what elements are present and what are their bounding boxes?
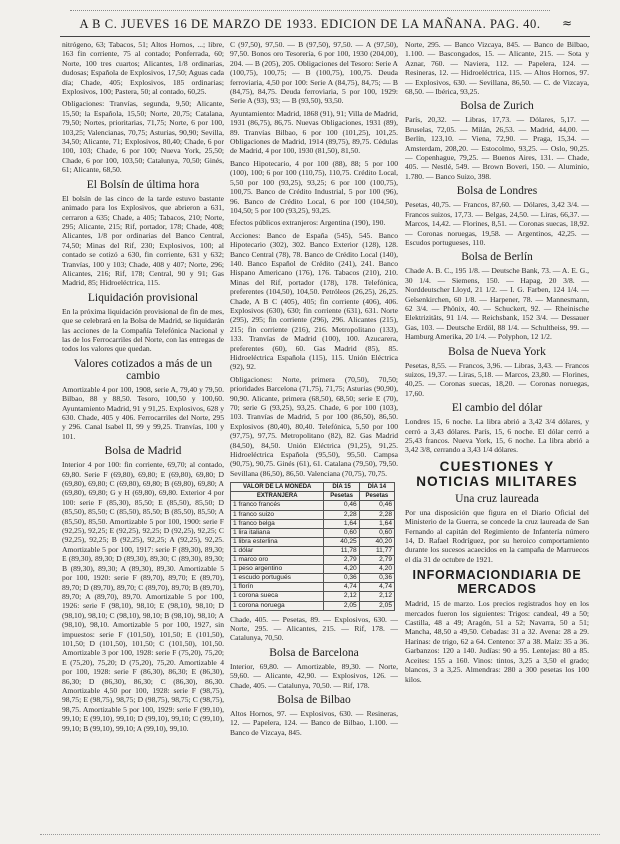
col2-paragraph: Obligaciones: Norte, primera (70,50), 70,50; prioridades Barcelona (71,75), 71,75; Asturias (90,90), 90,90. Alicante, primera (68,50), 68,50; serie E (70), 70; serie G (93,25), 93,25. Chade, 6 por 100 (103), 103. Tranvías de Madrid, 5 por 100 (86,50), 86,50. Explosivos (80,40), 80,40. Telefónica, 5,50 por 100 (97,75), 97,75. Metropolitano (82), 82. Gas Madrid (84,50), 84,50. Unión Eléctrica (91,25), 91,25. Hidroeléctrica Española (95,50), 95,50. Campsa (90,75), 90,75. Ginés (61), 61. Catalana (79,50), 79,50. Sevillana (86,50), 86,50. Valenciana (70,75), 70,75.	[230, 374, 398, 478]
currency-value-cell: 0,60	[359, 528, 394, 537]
currency-table-header: DÍA 14	[359, 483, 394, 492]
currency-name-cell: 1 florín	[231, 583, 324, 592]
section-text-bilbao: Altos Hornos, 97. — Explosivos, 630. — Resineras, 12. — Papelera, 124. — Banco de Bilbao, 1.100. — Banco de Vizcaya, 845.	[230, 709, 398, 737]
section-text-zurich: París, 20,32. — Libras, 17,73. — Dólares, 5,17. — Bruselas, 72,05. — Milán, 26,53. — Madrid, 44,00. — Berlín, 123,10. — Viena, 72,90. — Praga, 15,34. — Amsterdam, 208,20. — Estocolmo, 93,25. — Oslo, 90,25. — Copenhague, 79,25. — Buenos Aires, 131. — Chade, 405. — Nestlé, 549. — Brown Boveri, 150. — Aluminio, 1.780. — Banco Suizo, 398.	[405, 115, 589, 181]
currency-table-row	[231, 556, 395, 565]
header-rule	[60, 36, 590, 37]
col2-paragraph: Efectos públicos extranjeros: Argentina (190), 190.	[230, 218, 386, 228]
currency-value-cell: 4,74	[324, 583, 359, 592]
section-title-nueva-york: Bolsa de Nueva York	[448, 345, 546, 358]
currency-table-body	[231, 501, 395, 610]
currency-name-cell: 1 marco oro	[231, 556, 324, 565]
currency-name-cell: 1 franco suizo	[231, 510, 324, 519]
currency-table-row	[231, 501, 395, 510]
currency-table-subheader: Pesetas	[324, 492, 359, 501]
currency-value-cell: 40,25	[324, 537, 359, 546]
currency-name-cell: 1 escudo portugués	[231, 574, 324, 583]
currency-value-cell: 0,46	[324, 501, 359, 510]
section-text-bolsin: El bolsín de las cinco de la tarde estuvo bastante animado para los Explosivos, que abrieron a 631, cerraron a 635; Chade, a 405; Tabacos, 210; Norte, 295; Alicante, 215; Rif, portador, 178; Chade, 408; Alicantes, 1/8 por ordinarias del Banco Central, 74,50; Minas del Rif, 230; Explosivos, 100; al contado se cotizó a 630, fin corriente, 631 y 632; Tranvías, 100 y 103; Chade, 408 y 407; Norte, 296; Alicantes, 216; Rif, 178; Central, 90 y 91; Gas Madrid, 85; Hidroeléctrica, 115.	[62, 193, 224, 288]
section-text-nueva-york: Pesetas, 8,55. — Francos, 3,96. — Libras, 3,43. — Francos suizos, 19,37. — Liras, 5,18. — Marcos, 23,80. — Florines, 40,25. — Coronas suecas, 18,20. — Coronas noruegas, 17,60.	[405, 360, 589, 398]
currency-name-cell: 1 franco belga	[231, 519, 324, 528]
currency-value-cell: 0,36	[324, 574, 359, 583]
currency-value-cell: 1,64	[359, 519, 394, 528]
currency-value-cell: 0,46	[359, 501, 394, 510]
currency-value-cell: 0,60	[324, 528, 359, 537]
currency-table-subheader: EXTRANJERA	[231, 492, 324, 501]
column-1	[62, 40, 224, 830]
currency-name-cell: 1 dólar	[231, 546, 324, 555]
bottom-dotted-rule	[40, 834, 600, 836]
page-mark: ≈	[561, 16, 572, 30]
section-text-valores: Amortizable 4 por 100, 1908, serie A, 79,40 y 79,50. Bilbao, 88 y 88,50. Tesoro, 100,50 y 100,60. Ayuntamiento Madrid, 91 y 91,25. Explosivos, 628 y 630. Chade, 405 y 406. Ferrocarriles del Norte, 295 y 296. Canal Isabel II, 99 y 99,25. Tranvías, 100 y 101.	[62, 384, 224, 441]
currency-value-cell: 2,12	[324, 592, 359, 601]
currency-value-cell: 2,12	[359, 592, 394, 601]
currency-value-cell: 2,05	[359, 601, 394, 610]
section-text-liquidacion: En la próxima liquidación provisional de fin de mes, que se celebrará en la Bolsa de Madrid, se liquidarán las acciones de la Compañía Telefónica Nacional y las de los Ferrocarriles del Norte, con las entregas de todos los valores que quedan.	[62, 306, 224, 354]
column-2	[230, 40, 398, 830]
currency-table	[230, 482, 395, 610]
col1-paragraph: Obligaciones: Tranvías, segunda, 9,50; Alicante, 15,50; la Española, 15,50; Norte, 20,75; Catalana, 79,50; Nortes, prioritarias, 71,75; Norte, 6 por 100, 103,25; Valencianas, 70,75; Asturias, 90,90; Sevilla, 34,50; Alicante, 71; Explosivos, 80,40; Chade, 6 por 100, 103; Chade, 6 por 100; Nueva York, 25,50; Chade, 6 por 100, 103,50; Catalunya, 70,50; Ginés, 61; Alicante, 68,50.	[62, 99, 224, 175]
currency-value-cell: 40,20	[359, 537, 394, 546]
currency-value-cell: 4,20	[324, 565, 359, 574]
currency-name-cell: 1 lira italiana	[231, 528, 324, 537]
currency-value-cell: 11,78	[324, 546, 359, 555]
section-title-berlin: Bolsa de Berlín	[461, 251, 533, 264]
currency-table-row	[231, 510, 395, 519]
col1-paragraph: nitrógeno, 63; Tabacos, 51; Altos Hornos, ...; libre, 163 fin corriente, 75 al contado; Ponferrada, 60; Norte, 100 tres cuartos; Alicantes, 1/8 ordinarias, dudosas; Española de Explosivos, 17,50; Aguas cada día; Chade, 405; Explosivos, 185 ordinarias; Explosivos, 100; Pastera, 50; al contado, 60,25.	[62, 40, 224, 97]
section-title-barcelona: Bolsa de Barcelona	[269, 646, 359, 659]
section-text-bolsa-madrid: Interior 4 por 100: fin corriente, 69,70; al contado, 69,80. Serie F (69,80), 69,80; E (69,80), 69,80; D (69,80), 69,80; C (69,80), 69,80; B (69,80), 69,80; A (69,80), 69,80; G y H (69,80), 69,80. Exterior 4 por 100: serie F (85,30), 85,50; E (85,50), 85,50; D (85,50), 85,50; C (85,50), 85,50; B (85,50), 85,50; A (85,50), 85,50. Amortizable 5 por 100, 1900: serie F (92,25), 92,25; E (92,25), 92,25; D (92,25), 92,25; C (92,25), 92,25; B (92,25), 92,25; A (92,25), 92,25. Amortizable 5 por 100, 1917: serie F (89,30), 89,30; E (89,30), 89,30; D (89,30), 89,30; C (89,30), 89,30; B (89,30), 89,30; A (89,30), 89,30. Amortizable 5 por 100, 1920: serie F (89,70), 89,70; E (89,70), 89,70; D (89,70), 89,70; C (89,70), 89,70; B (89,70), 89,70; A (89,70), 89,70. Amortizable 5 por 100, 1926: serie F (98,10), 98,10; E (98,10), 98,10; D (98,10), 98,10; C (98,10), 98,10; B (98,10), 98,10; A (98,10), 98,10. Amortizable 5 por 100, 1927, sin impuestos: serie F (101,50), 101,50; E (101,50), 101,50; D (101,50), 101,50; C (101,50), 101,50. Amortizable 3 por 100, 1928: serie F (75,20), 75,20; E (75,20), 75,20; D (75,20), 75,20. Amortizable 4 por 100, 1928: serie F (86,30), 86,30; E (86,30), 86,30; D (86,30), 86,30; C (86,30), 86,30. Amortizable 4,50 por 100, 1928: serie F (98,75), 98,75; E (98,75), 98,75; D (98,75), 98,75; C (98,75), 98,75. Amortizable 5 por 100, 1929: serie F (99,10), 99,10; E (99,10), 99,10; D (99,10), 99,10; C (99,10), 99,10; B (99,10), 99,10; A (99,10), 99,10.	[62, 460, 224, 733]
section-title-bolsin: El Bolsín de última hora	[86, 178, 200, 191]
section-title-londres: Bolsa de Londres	[456, 185, 538, 198]
currency-value-cell: 11,77	[359, 546, 394, 555]
currency-table-header: VALOR DE LA MONEDA	[231, 483, 324, 492]
currency-value-cell: 2,05	[324, 601, 359, 610]
currency-table-row	[231, 519, 395, 528]
section-text-berlin: Chade A. B. C., 195 1/8. — Deutsche Bank, 73. — A. E. G., 30 1/4. — Siemens, 150. — Hapag, 20 3/8. — Norddeutscher Lloyd, 21 1/2. — I. G. Farben, 124 1/4. — Gelsenkirchen, 60 1/8. — Harpener, 78. — Mannesmann, 62 3/4. — Phönix, 40. — Schuckert, 92. — Rheinische Elektrizitäts, 91 1/4. — Reichsbank, 152 3/4. — Dessauer Gas, 103. — Deutsche Erdöl, 88 1/4. — Schultheiss, 99. — Hamburg Amerika, 20 1/4. — Polyphon, 12 1/2.	[405, 266, 589, 342]
currency-name-cell: 1 corona noruega	[231, 601, 324, 610]
section-text-barcelona: Interior, 69,80. — Amortizable, 89,30. — Norte, 59,60. — Alicante, 42,90. — Explosivos, 126. — Chade, 405. — Catalunya, 70,50. — Rif, 178.	[230, 661, 398, 690]
col3-paragraph: Norte, 295. — Banco Vizcaya, 845. — Banco de Bilbao, 1.100. — Bascongados, 15. — Alicante, 215. — Sota y Aznar, 760. — Naviera, 112. — Papelera, 124. — Resineras, 12. — Hidroeléctrica, 115. — Altos Hornos, 97. — Explosivos, 630. — Sevillana, 86,50. — C. de Vizcaya, 68,50. — Ibérica, 93,25.	[405, 40, 589, 97]
section-text-militares: Por una disposición que figura en el Diario Oficial del Ministerio de la Guerra, se concede la cruz laureada de San Fernando al capitán del Regimiento de Infantería número 14, D. Rafael Rodríguez, por su heroico comportamiento durante los sucesos acaecidos en la campaña de Marruecos el día 31 de octubre de 1921.	[405, 507, 589, 564]
section-title-dolar: El cambio del dólar	[451, 402, 543, 415]
top-dotted-rule	[70, 10, 550, 12]
section-title-mercados: INFORMACIONDIARIA DE MERCADOS	[412, 568, 582, 597]
section-subtitle-cruz: Una cruz laureada	[455, 492, 539, 505]
currency-name-cell: 1 corona sueca	[231, 592, 324, 601]
currency-value-cell: 1,64	[324, 519, 359, 528]
currency-value-cell: 0,36	[359, 574, 394, 583]
section-title-liquidacion: Liquidación provisional	[87, 291, 199, 304]
col2-paragraph: Acciones: Banco de España (545), 545. Banco Hipotecario (302), 302. Banco Exterior (128), 128. Banco Central (78), 78. Banco de Crédito Local (140), 140. Banco Español de Crédito (241), 241. Banco Hispano Americano (176), 176. Tabacos (210), 210. Minas del Rif, portador (178), 178. Telefónica, preferentes (104,50), 104,50. Petróleos (26,25), 26,25. Chade, A B C (405), 405; fin corriente (406), 406. Explosivos (630), 630; fin corriente (631), 631. Norte (295), 295; fin corriente (296), 296. Alicantes (215), 215; fin corriente (216), 216. Metropolitano (133), 133. Tranvías de Madrid (100), 100. Azucarera, preferentes (60), 60. Gas Madrid (85), 85. Hidroeléctrica Española (115), 115. Unión Eléctrica (92), 92.	[230, 230, 398, 372]
currency-value-cell: 2,79	[359, 556, 394, 565]
col2-paragraph: C (97,50), 97,50. — B (97,50), 97,50. — A (97,50), 97,50. Bonos oro Tesorería, 6 por 100, 1930 (204,00), 204. — B (205), 205. Obligaciones del Tesoro: Serie A (100,75), 100,75; — B (100,75), 100,75. Deuda ferroviaria, 4,50 por 100: Serie A (84,75), 84,75; — B (84,75), 84,75. Deuda ferroviaria, 5 por 100, 1929: Serie A (93), 93; — B (93,50), 93,50.	[230, 40, 398, 106]
currency-table-row	[231, 592, 395, 601]
currency-table-row	[231, 546, 395, 555]
section-title-militares: CUESTIONES Y NOTICIAS MILITARES	[416, 458, 578, 489]
section-title-bilbao: Bolsa de Bilbao	[277, 694, 351, 707]
currency-value-cell: 4,20	[359, 565, 394, 574]
currency-value-cell: 2,28	[324, 510, 359, 519]
currency-table-row	[231, 583, 395, 592]
section-text-mercados: Madrid, 15 de marzo. Los precios registrados hoy en los mercados fueron los siguientes: Trigos: candeal, 49 a 50; Castilla, 48 a 49; Aragón, 51 a 52; Navarra, 50 a 51; Mancha, 48,50 a 49,50. Cebadas: 31 a 32. Avena: 28 a 29. Harinas: de trigo, 62 a 64. Centeno: 37 a 38. Maíz: 35 a 36. Garbanzos: 120 a 140. Judías: 90 a 95. Lentejas: 80 a 85. Aceites: 155 a 160. Vinos: tintos, 3,25 a 3,50 el grado; blancos, 3 a 3,25. Almendras: 280 a 300 pesetas los 100 kilos.	[405, 599, 589, 684]
currency-table-row	[231, 528, 395, 537]
section-title-zurich: Bolsa de Zurich	[460, 100, 534, 113]
currency-table-header: DÍA 15	[324, 483, 359, 492]
currency-table-row	[231, 574, 395, 583]
col2-paragraph: Banco Hipotecario, 4 por 100 (88), 88; 5 por 100 (100), 100; 6 por 100 (110,75), 110,75. Crédito Local, 5,50 por 100 (93,25), 93,25; 6 por 100 (100,75), 100,75. Banco de Crédito Industrial, 5 por 100 (96), 96. Banco de Crédito Local, 6 por 100 (104,50), 104,50; 5 por 100 (93,25), 93,25.	[230, 158, 398, 215]
currency-table-subheader: Pesetas	[359, 492, 394, 501]
currency-name-cell: 1 peso argentino	[231, 565, 324, 574]
currency-name-cell: 1 libra esterlina	[231, 537, 324, 546]
column-3	[405, 40, 589, 830]
section-text-dolar: Londres 15, 6 noche. La libra abrió a 3,42 3/4 dólares, y cerró a 3,43 dólares. París, 15, 6 noche. El dólar cerró a 25,43 francos. Nueva York, 15, 6 noche. La libra abrió a 3,42 3/8, cerrando a 3,43 1/4 dólares.	[405, 417, 589, 455]
currency-value-cell: 4,74	[359, 583, 394, 592]
col2-paragraph: Chade, 405. — Pesetas, 89. — Explosivos, 630. — Norte, 295. — Alicantes, 215. — Rif, 178. — Catalunya, 70,50.	[230, 614, 398, 643]
currency-table-row	[231, 537, 395, 546]
masthead: A B C. JUEVES 16 DE MARZO DE 1933. EDICION DE LA MAÑANA. PAG. 40.	[79, 17, 541, 31]
section-title-bolsa-madrid: Bolsa de Madrid	[104, 445, 182, 458]
currency-table-row	[231, 565, 395, 574]
currency-value-cell: 2,79	[324, 556, 359, 565]
currency-value-cell: 2,28	[359, 510, 394, 519]
section-title-valores: Valores cotizados a más de un cambio	[73, 357, 213, 382]
currency-name-cell: 1 franco francés	[231, 501, 324, 510]
col2-paragraph: Ayuntamiento: Madrid, 1868 (91), 91; Villa de Madrid, 1931 (86,75), 86,75. Nuevas Obligaciones, 1931 (89), 89. Tranvías Bilbao, 6 por 100 (101,25), 101,25. Obligaciones de Madrid, 1914 (89,75), 89,75. Cédulas de Madrid, 4 por 100, 1930 (81,50), 81,50.	[230, 108, 398, 156]
currency-table-row	[231, 601, 395, 610]
section-text-londres: Pesetas, 40,75. — Francos, 87,60. — Dólares, 3,42 3/4. — Francos suizos, 17,73. — Belgas, 24,50. — Liras, 66,37. — Marcos, 14,42. — Florines, 8,51. — Coronas suecas, 18,92. — Coronas noruegas, 19,58. — Argentinos, 42,25. — Escudos portugueses, 110.	[405, 200, 589, 247]
